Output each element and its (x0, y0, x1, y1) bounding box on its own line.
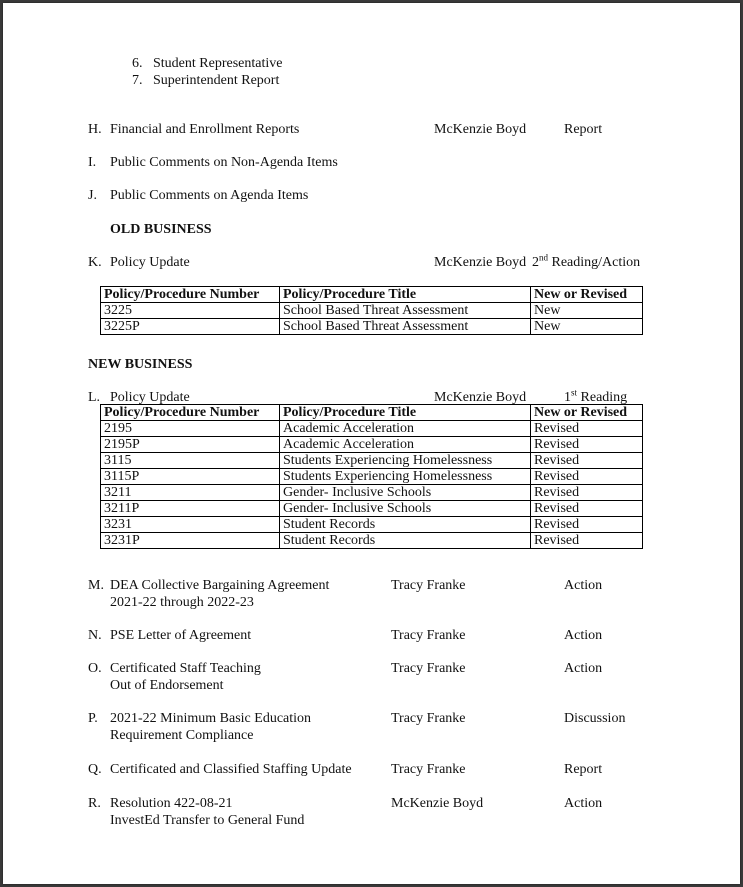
policy-status-cell: Revised (531, 485, 643, 501)
table-row (101, 533, 643, 549)
item-6-text: Student Representative (153, 56, 283, 71)
item-p-title-line2: Requirement Compliance (110, 728, 254, 743)
item-6-number: 6. (132, 56, 143, 71)
column-header-number: Policy/Procedure Number (101, 287, 280, 303)
item-r-action: Action (564, 796, 603, 811)
item-o-title: Certificated Staff Teaching (110, 661, 261, 676)
policy-number-cell: 3211P (101, 501, 280, 517)
item-q-action: Report (564, 762, 603, 777)
policy-title-cell: School Based Threat Assessment (280, 303, 531, 319)
new-business-heading: NEW BUSINESS (88, 357, 193, 372)
policy-title-cell: Student Records (280, 517, 531, 533)
item-m-title-line2: 2021-22 through 2022-23 (110, 595, 254, 610)
item-l-letter: L. (88, 390, 101, 405)
item-r-title: Resolution 422-08-21 (110, 796, 233, 811)
item-7-number: 7. (132, 73, 143, 88)
item-q-presenter: Tracy Franke (391, 762, 466, 777)
item-n-presenter: Tracy Franke (391, 628, 466, 643)
item-p-title: 2021-22 Minimum Basic Education (110, 711, 312, 726)
item-i-letter: I. (88, 155, 97, 170)
policy-status-cell: New (531, 319, 643, 335)
item-m-title: DEA Collective Bargaining Agreement (110, 578, 330, 593)
policy-status-cell: Revised (531, 437, 643, 453)
policy-number-cell: 3225P (101, 319, 280, 335)
policy-title-cell: Academic Acceleration (280, 437, 531, 453)
policy-status-cell: Revised (531, 517, 643, 533)
policy-title-cell: Gender- Inclusive Schools (280, 485, 531, 501)
item-o-presenter: Tracy Franke (391, 661, 466, 676)
old-business-policy-table (100, 286, 643, 335)
new-business-policy-table (100, 404, 643, 549)
item-r-letter: R. (88, 796, 101, 811)
item-l-title: Policy Update (110, 390, 190, 405)
item-q-letter: Q. (88, 762, 102, 777)
item-m-action: Action (564, 578, 603, 593)
document-page (3, 3, 740, 884)
policy-status-cell: Revised (531, 421, 643, 437)
policy-number-cell: 2195P (101, 437, 280, 453)
table-row (101, 517, 643, 533)
policy-title-cell: Student Records (280, 533, 531, 549)
item-l-presenter: McKenzie Boyd (434, 390, 527, 405)
item-m-letter: M. (88, 578, 104, 593)
item-p-letter: P. (88, 711, 98, 726)
item-m-presenter: Tracy Franke (391, 578, 466, 593)
item-h-presenter: McKenzie Boyd (434, 122, 527, 137)
policy-title-cell: Students Experiencing Homelessness (280, 453, 531, 469)
table-row (101, 469, 643, 485)
item-r-title-line2: InvestEd Transfer to General Fund (110, 813, 305, 828)
table-row (101, 453, 643, 469)
table-header-row (101, 405, 643, 421)
item-j-title: Public Comments on Agenda Items (110, 188, 309, 203)
item-n-title: PSE Letter of Agreement (110, 628, 252, 643)
policy-title-cell: Academic Acceleration (280, 421, 531, 437)
item-o-title-line2: Out of Endorsement (110, 678, 224, 693)
item-i-title: Public Comments on Non-Agenda Items (110, 155, 338, 170)
table-row (101, 319, 643, 335)
column-header-title: Policy/Procedure Title (280, 405, 531, 421)
item-q-title: Certificated and Classified Staffing Update (110, 762, 352, 777)
item-l-action: 1st Reading (564, 387, 628, 405)
policy-title-cell: Students Experiencing Homelessness (280, 469, 531, 485)
item-k-presenter: McKenzie Boyd (434, 255, 527, 270)
policy-number-cell: 3231 (101, 517, 280, 533)
item-h-action: Report (564, 122, 603, 137)
policy-number-cell: 3115P (101, 469, 280, 485)
policy-number-cell: 3211 (101, 485, 280, 501)
old-business-heading: OLD BUSINESS (110, 222, 212, 237)
policy-title-cell: Gender- Inclusive Schools (280, 501, 531, 517)
item-7-text: Superintendent Report (153, 73, 280, 88)
column-header-status: New or Revised (531, 405, 643, 421)
column-header-status: New or Revised (531, 287, 643, 303)
policy-status-cell: Revised (531, 453, 643, 469)
item-h-title: Financial and Enrollment Reports (110, 122, 300, 137)
item-k-title: Policy Update (110, 255, 190, 270)
policy-status-cell: New (531, 303, 643, 319)
item-p-action: Discussion (564, 711, 626, 726)
table-row (101, 437, 643, 453)
item-j-letter: J. (88, 188, 97, 203)
column-header-number: Policy/Procedure Number (101, 405, 280, 421)
item-h-letter: H. (88, 122, 102, 137)
table-row (101, 303, 643, 319)
item-r-presenter: McKenzie Boyd (391, 796, 484, 811)
item-o-letter: O. (88, 661, 102, 676)
item-n-action: Action (564, 628, 603, 643)
policy-status-cell: Revised (531, 469, 643, 485)
policy-number-cell: 2195 (101, 421, 280, 437)
policy-title-cell: School Based Threat Assessment (280, 319, 531, 335)
table-row (101, 421, 643, 437)
item-k-letter: K. (88, 255, 102, 270)
item-n-letter: N. (88, 628, 102, 643)
table-header-row (101, 287, 643, 303)
policy-number-cell: 3231P (101, 533, 280, 549)
policy-number-cell: 3115 (101, 453, 280, 469)
item-k-action: 2nd Reading/Action (532, 252, 641, 270)
policy-number-cell: 3225 (101, 303, 280, 319)
policy-status-cell: Revised (531, 501, 643, 517)
item-o-action: Action (564, 661, 603, 676)
table-row (101, 485, 643, 501)
item-p-presenter: Tracy Franke (391, 711, 466, 726)
policy-status-cell: Revised (531, 533, 643, 549)
table-row (101, 501, 643, 517)
column-header-title: Policy/Procedure Title (280, 287, 531, 303)
